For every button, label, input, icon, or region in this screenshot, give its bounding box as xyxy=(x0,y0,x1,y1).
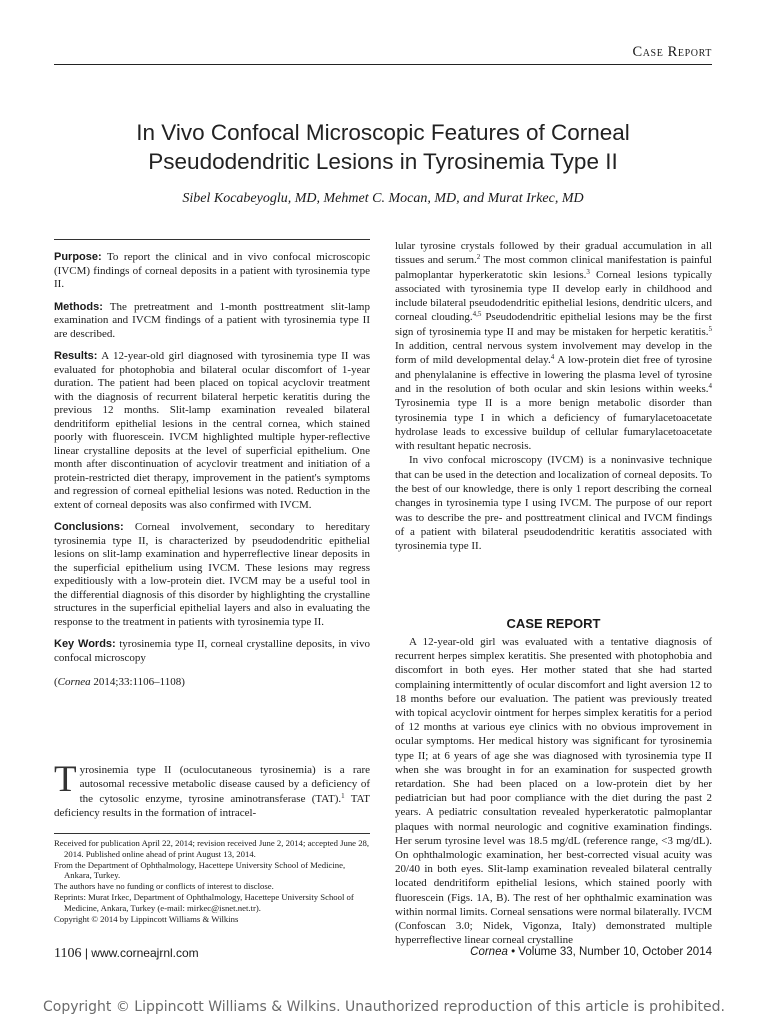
keywords-text: tyrosinemia type II, corneal crystalline deposits, in vivo confocal microscopy xyxy=(54,638,370,664)
body-text-segment: In addition, central nervous system involvement may develop in the form of mild developmental delay. xyxy=(395,340,712,367)
intro-ref: 1 xyxy=(341,791,345,800)
case-report-text: A 12-year-old girl was evaluated with a tentative diagnosis of recurrent herpes simplex keratitis. She presented with photophobia and discomfort in both eyes. Her mother stated that she had started complaining intermittently of ocular discomfort and light aversion 12 to 18 months before our evaluation. The patient was previously treated with topical acyclovir ointment for herpes simplex keratitis for a period of 12 months at various eye clinics with no obvious improvement in ocular symptoms. Her medical history was significant for tyrosinemia type II; at 6 years of age she was diagnosed with tyrosinemia type II when she was brought in for an examination for suspected growth retardation. She had been placed on a low-protein diet by her pediatrician but had poor compliance with the diet during the past 2 years. A pediatric consultation revealed hyperkeratotic palmoplantar plaques with normal neurologic and cognitive examination findings. Her serum tyrosine level was 18.5 mg/dL (reference range, <3 mg/dL). On ophthalmologic examination, her best-corrected visual acuity was 20/40 in both eyes. Slit-lamp examination revealed bilateral centrally located dendritiform epithelial lesions, which stained poorly with fluorescein (Figs. 1A, B). The rest of her ophthalmic examination was within normal limits. Corneal sensations were normal bilaterally. IVCM (Confoscan 3.0; Nidek, Vigonza, Italy) demonstrated multiple hyperreflective linear corneal crystalline xyxy=(395,636,713,947)
body-text-segment: lular tyrosine crystals followed by their gradual accumulation in all tissues and serum. xyxy=(395,240,712,267)
footer-separator: | xyxy=(84,946,88,960)
footer-right xyxy=(470,946,712,958)
page-number: 1106 xyxy=(54,946,82,961)
footnote-disclosure: The authors have no funding or conflicts of interest to disclose. xyxy=(54,881,274,892)
abstract-results xyxy=(54,350,370,512)
citation-rest: 2014;33:1106–1108) xyxy=(90,676,185,688)
authors: Sibel Kocabeyoglu, MD, Mehmet C. Mocan, MD, and Murat Irkec, MD xyxy=(182,191,584,206)
footer-left xyxy=(54,946,199,962)
case-report-heading: CASE REPORT xyxy=(506,616,601,631)
reference-superscript: 5 xyxy=(708,324,712,333)
purpose-text: To report the clinical and in vivo confocal microscopic (IVCM) findings of corneal deposits in a patient with tyrosinemia type II. xyxy=(54,251,370,290)
article-title xyxy=(54,118,712,176)
journal-website: www.corneajrnl.com xyxy=(91,946,199,960)
title-line-2: Pseudodendritic Lesions in Tyrosinemia Type II xyxy=(148,149,618,174)
header-rule xyxy=(54,64,712,65)
title-line-1: In Vivo Confocal Microscopic Features of Corneal xyxy=(136,120,630,145)
footnote-affiliation: From the Department of Ophthalmology, Hacettepe University School of Medicine, Ankara, Turkey. xyxy=(54,859,346,881)
abstract-methods xyxy=(54,301,370,342)
keywords-label: Key Words: xyxy=(54,638,116,650)
reference-superscript: 4 xyxy=(550,353,555,362)
footnote-reprints: Reprints: Murat Irkec, Department of Ophthalmology, Hacettepe University School of Medicine, Ankara, Turkey (e-mail: mirkec@isnet.net.tr). xyxy=(54,891,354,913)
footer-issue: Volume 33, Number 10, October 2014 xyxy=(518,946,712,958)
section-label: Case Report xyxy=(632,44,712,60)
abstract xyxy=(54,239,370,690)
conclusions-text: Corneal involvement, secondary to hereditary tyrosinemia type II, is characterized by pseudodendritic epithelial lesions on slit-lamp examination and hyperreflective linear deposits in the superficial epithelium using IVCM. These lesions may regress expeditiously with a low-protein diet. IVCM may be a useful tool in the differential diagnosis of this disorder by highlighting the crystalline structures in the superficial epithelial layers and also in evaluating the response to the treatment in patients with tyrosinemia type II. xyxy=(54,521,371,628)
body-text-segment: Tyrosinemia type II is a more benign metabolic disorder than tyrosinemia type I in which a deficiency of fumarylacetoacetate hydrolase leads to excessive buildup of cellular fumarylacetoacetate with resultant hepatic necrosis. xyxy=(395,397,712,453)
running-header xyxy=(54,40,712,70)
conclusions-label: Conclusions: xyxy=(54,521,124,533)
citation xyxy=(54,676,370,690)
footnote-received: Received for publication April 22, 2014; revision received June 2, 2014; accepted June 28, 2014. Published online ahead of print August 13, 2014. xyxy=(54,838,370,859)
abstract-conclusions xyxy=(54,521,370,629)
body-text-segment: The most common clinical manifestation is painful palmoplantar hyperkeratotic skin lesions. xyxy=(395,254,712,281)
results-text: A 12-year-old girl diagnosed with tyrosinemia type II was evaluated for photophobia and bilateral ocular discomfort of 1-year duration. The patient had been placed on topical acyclovir treatment with the diagnosis of recurrent bilateral herpetic keratitis during the previous 12 months. Slit-lamp examination revealed bilateral dendritiform epithelial lesions in the central cornea, which stained poorly with fluorescein. IVCM highlighted multiple hyper-reflective linear crystalline deposits at the level of superficial epithelium. One month after discontinuation of acyclovir treatment and initiation of a protein-restricted diet therapy, improvement in the patient's symptoms and regression of corneal epithelial lesions was noted. Reduction in the extent of corneal deposits was also confirmed with IVCM. xyxy=(54,350,370,511)
footer-journal: Cornea xyxy=(470,946,508,958)
body-text-segment: A low-protein diet free of tyrosine and phenylalanine is effective in lowering the plasma level of tyrosine and in the resolution of both ocular and skin lesions within weeks. xyxy=(395,354,712,395)
intro-text-end: TAT deficiency results in the formation of intracel- xyxy=(54,792,370,819)
abstract-keywords xyxy=(54,638,370,665)
body-paragraph-2: In vivo confocal microscopy (IVCM) is a noninvasive technique that can be used in the detection and localization of corneal deposits. To the best of our knowledge, there is only 1 report describing the corneal changes in tyrosinemia type I using IVCM. The purpose of our report was to describe the pre- and posttreatment clinical and IVCM findings of a patient with bilateral pseudodendritic keratitis associated with tyrosinemia type II. xyxy=(395,454,712,553)
reference-superscript: 3 xyxy=(586,267,590,276)
intro-paragraph xyxy=(54,759,370,820)
abstract-purpose xyxy=(54,251,370,292)
methods-label: Methods: xyxy=(54,300,103,313)
methods-text: The pretreatment and 1-month posttreatment slit-lamp examination and IVCM findings of a patient with tyrosinemia type II are described. xyxy=(54,300,370,340)
reference-superscript: 4 xyxy=(708,381,712,390)
citation-journal: Cornea xyxy=(57,676,91,688)
copyright-notice: Copyright © Lippincott Williams & Wilkins. Unauthorized reproduction of this article is prohibited. xyxy=(43,999,725,1015)
reference-superscript: 2 xyxy=(476,253,481,262)
footnote-copyright: Copyright © 2014 by Lippincott Williams & Wilkins xyxy=(54,913,239,924)
body-text-segment: Corneal lesions typically associated with tyrosinemia type II develop early in childhood and include bilateral pseudodendritic epithelial lesions, dendritic ulcers, and corneal clouding. xyxy=(395,268,712,324)
intro-text: yrosinemia type II (oculocutaneous tyrosinemia) is a rare autosomal recessive metabolic disease caused by a deficiency of the cytosolic enzyme, tyrosine aminotransferase (TAT). xyxy=(79,764,370,805)
footer-bullet: • xyxy=(511,946,516,958)
body-text-segment: Pseudodendritic epithelial lesions may be the first sign of tyrosinemia type II and may be mistaken for herpetic keratitis. xyxy=(395,311,712,338)
purpose-label: Purpose: xyxy=(54,251,102,263)
body-paragraph-1 xyxy=(395,239,712,453)
reference-superscript: 4,5 xyxy=(472,310,482,319)
footnotes xyxy=(54,833,370,924)
results-label: Results: xyxy=(54,350,98,362)
citation-open: ( xyxy=(54,676,58,688)
drop-cap: T xyxy=(54,759,77,800)
page-footer xyxy=(54,946,712,966)
right-column xyxy=(395,239,712,554)
